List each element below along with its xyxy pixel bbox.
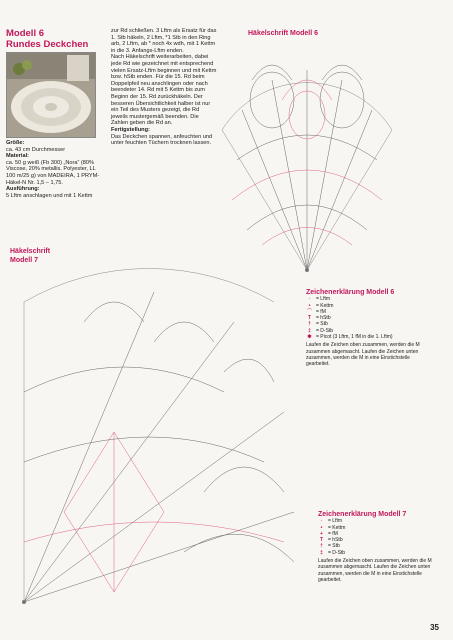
chain-stitch-icon: ◦ — [320, 518, 323, 525]
instructions-part2: Nach Häkelschrift weiterarbeiten, dabei jede Rd wie gezeichnet mit entsprechend vielen Ersatz-Lftm beginnen und mit Kettm bzw. hStb enden. Für die 15. Rd beim Doppelpfeil neu anschlingen oder nach beendeter 14. Rd mit 5 Kettm bis zum Beginn der 15. Rd zurückhäkeln. Der besseren Übersichtlichkeit halber ist nur ein Teil des Musters gezeigt, die Rd jeweils mustergemäß beenden. Die Zahlen geben die Rd an. — [111, 54, 217, 127]
model6-instructions — [111, 28, 217, 147]
legend7-item — [318, 550, 440, 556]
slip-stitch-icon: • — [320, 524, 323, 531]
legend6-item-text: = hStb — [316, 315, 331, 322]
model6-title — [6, 28, 88, 50]
legend7-item-text: = Lftm — [328, 518, 343, 525]
legend6-item-text: = Stb — [316, 321, 328, 328]
half-double-crochet-icon: T — [319, 537, 324, 544]
legend-model7 — [318, 512, 440, 583]
legend7-title: Zeichenerklärung Modell 7 — [318, 511, 407, 518]
legend6-item-text: = D-Stb — [316, 327, 334, 334]
legend6-item-text: = fM — [316, 308, 326, 315]
picot-icon: ✽ — [307, 334, 312, 341]
legend7-item-text: = fM — [328, 530, 338, 537]
legend6-item-text: = Lftm — [316, 296, 331, 303]
legend6-item-text: = Kettm — [316, 302, 334, 309]
model6-details — [6, 140, 104, 199]
chart6-diagram — [212, 40, 402, 288]
doily-photo — [6, 52, 96, 138]
legend6-item — [306, 334, 434, 340]
legend-model6 — [306, 290, 434, 368]
model6-title-line1: Modell 6 — [6, 28, 45, 39]
single-crochet-icon: ⌒ — [306, 308, 312, 315]
material-text: ca. 50 g weiß (Fb 300) „Nora“ (80% Viscose, 20% metallis. Polyester, LL 100 m/25 g) von MADEIRA, 1 PRYM-Häkel-N Nr. 1,5 – 1,75. — [6, 159, 100, 186]
slip-stitch-icon: • — [308, 302, 311, 309]
legend7-item-text: = D-Stb — [328, 549, 346, 556]
instructions-part1: zur Rd schließen. 3 Lftm als Ersatz für das 1. Stb häkeln, 2 Lftm, *1 Stb in den Ring arb, 2 Lftm, ab * noch 4x wdh, mit 1 Kettm in die 3. Anfangs-Lftm enden. — [111, 28, 217, 54]
chart7-title-line2: Modell 7 — [10, 256, 39, 264]
page-number: 35 — [430, 623, 439, 632]
execution-text: 5 Lftm anschlagen und mit 1 Kettm — [6, 192, 93, 199]
finishing-label: Fertigstellung: — [111, 126, 150, 133]
double-crochet-icon: † — [308, 321, 311, 328]
size-label: Größe: — [6, 140, 25, 146]
chart6-title: Häkelschrift Modell 6 — [248, 30, 319, 37]
legend7-item-text: = Stb — [328, 543, 340, 550]
model6-title-line2: Rundes Deckchen — [6, 39, 89, 50]
chart7-title-line1: Häkelschrift — [10, 248, 51, 255]
legend7-item-text: = hStb — [328, 537, 343, 544]
treble-crochet-icon: ‡ — [320, 549, 323, 556]
treble-crochet-icon: ‡ — [308, 327, 311, 334]
material-label: Material: — [6, 153, 30, 160]
double-crochet-icon: † — [320, 543, 323, 550]
chart7-diagram — [4, 262, 304, 612]
half-double-crochet-icon: T — [307, 315, 312, 322]
doily-photo-image — [7, 53, 95, 137]
legend6-title: Zeichenerklärung Modell 6 — [306, 289, 395, 296]
chain-stitch-icon: ◦ — [308, 296, 311, 303]
size-text: ca. 43 cm Durchmesser — [6, 146, 66, 153]
finishing-text: Das Deckchen spannen, anfeuchten und unter feuchten Tüchern trocknen lassen. — [111, 133, 213, 147]
legend7-note: Laufen die Zeichen oben zusammen, werden die M zusammen abgemascht. Laufen die Zeichen unten zusammen, werden die M in eine Einstichstelle gearbeitet. — [318, 558, 432, 583]
legend6-note: Laufen die Zeichen oben zusammen, werden die M zusammen abgemascht. Laufen die Zeichen unten zusammen, werden die M in eine Einstichstelle gearbeitet. — [306, 342, 420, 368]
execution-label: Ausführung: — [6, 186, 40, 193]
legend6-picot-text: = Picot (3 Lftm, 1 fM in die 1. Lftm) — [316, 334, 393, 341]
single-crochet-icon: + — [320, 530, 323, 537]
legend7-item-text: = Kettm — [328, 524, 346, 531]
